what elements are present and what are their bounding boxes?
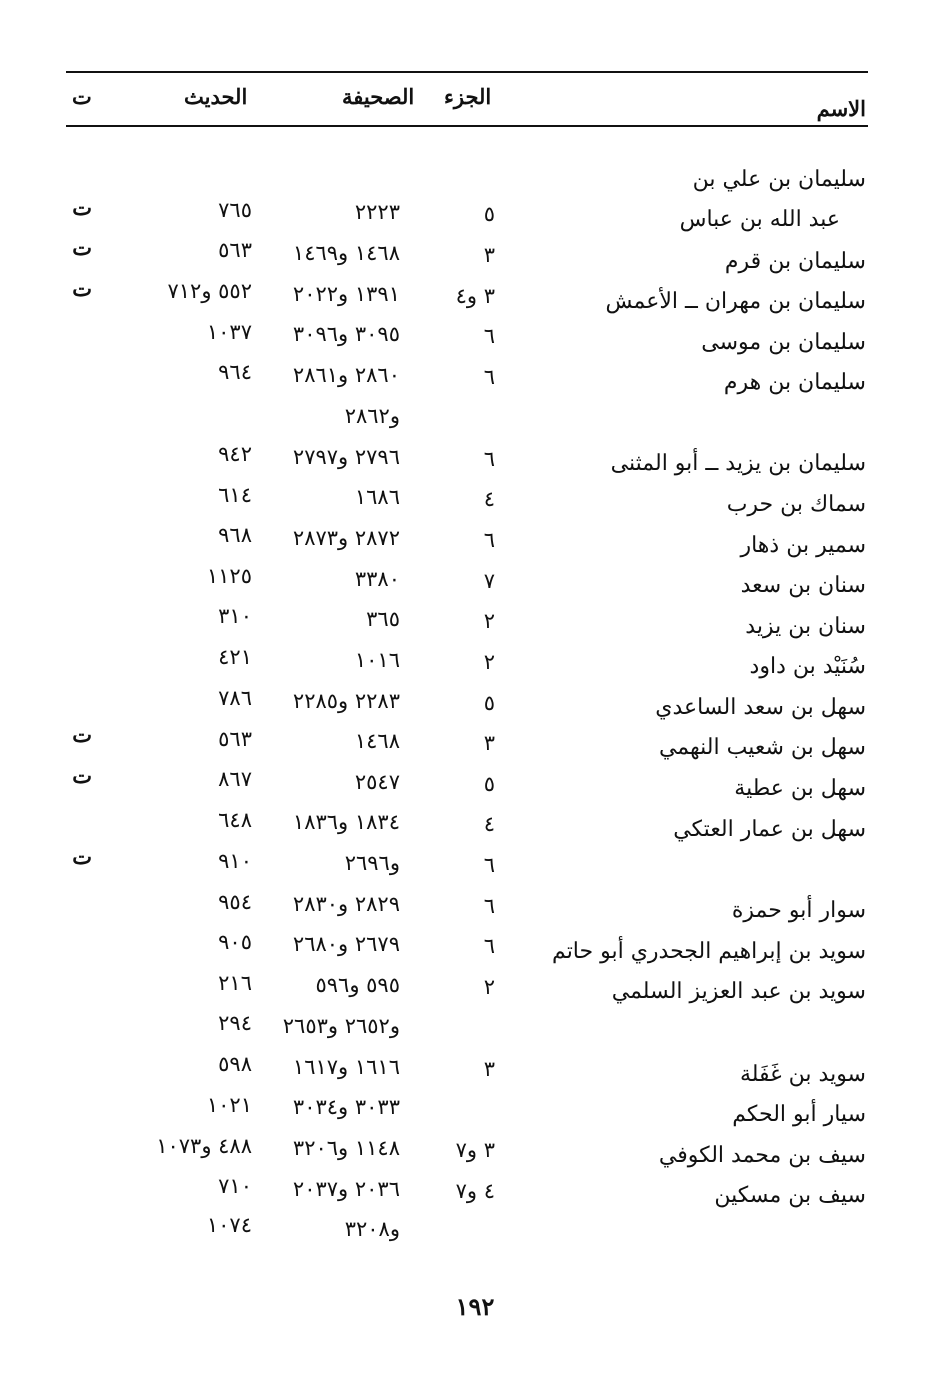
row-volume: ٤ bbox=[483, 487, 495, 511]
row-name: سويد بن غَفَلة bbox=[739, 1062, 866, 1087]
row-page: ٣٠٩٥ و٣٠٩٦ bbox=[292, 322, 400, 346]
row-volume: ٦ bbox=[483, 853, 495, 877]
row-volume: ٣ و٧ bbox=[455, 1138, 495, 1162]
row-name: سليمان بن يزيد ــ أبو المثنى bbox=[610, 451, 866, 476]
row-hadith: ١١٢٥ bbox=[206, 564, 252, 588]
row-hadith: ٣١٠ bbox=[218, 604, 252, 628]
row-name: عبد الله بن عباس bbox=[679, 207, 840, 232]
row-name: سهل بن عطية bbox=[734, 776, 866, 801]
row-hadith: ٧٨٦ bbox=[218, 686, 252, 710]
row-hadith: ٧١٠ bbox=[218, 1174, 252, 1198]
row-t: ت bbox=[72, 763, 92, 788]
row-name: سليمان بن علي بن bbox=[692, 167, 866, 192]
row-page: ٢٢٢٣ bbox=[354, 200, 400, 224]
row-volume: ٦ bbox=[483, 894, 495, 918]
header-rule bbox=[66, 125, 868, 127]
row-hadith: ١٠٢١ bbox=[206, 1093, 252, 1117]
row-volume: ٣ bbox=[483, 243, 495, 267]
row-hadith: ٩٠٥ bbox=[218, 930, 252, 954]
row-volume: ٦ bbox=[483, 934, 495, 958]
row-page: ٢٦٧٩ و٢٦٨٠ bbox=[292, 932, 400, 956]
row-page: و٣٢٠٨ bbox=[344, 1217, 400, 1241]
row-hadith: ٦٤٨ bbox=[218, 808, 252, 832]
row-page: ٣٠٣٣ و٣٠٣٤ bbox=[292, 1095, 400, 1119]
row-volume: ٧ bbox=[483, 569, 495, 593]
row-volume: ٣ bbox=[483, 731, 495, 755]
row-t: ت bbox=[72, 235, 92, 260]
row-hadith: ٥٦٣ bbox=[218, 727, 252, 751]
row-volume: ٥ bbox=[483, 691, 495, 715]
row-name: سهل بن سعد الساعدي bbox=[655, 695, 866, 720]
row-volume: ٣ bbox=[483, 1057, 495, 1081]
row-volume: ٥ bbox=[483, 772, 495, 796]
row-volume: ٦ bbox=[483, 324, 495, 348]
row-hadith: ٧٦٥ bbox=[218, 198, 252, 222]
row-volume: ٥ bbox=[483, 202, 495, 226]
row-hadith: ٢٩٤ bbox=[218, 1011, 252, 1035]
row-page: ٥٩٥ و٥٩٦ bbox=[315, 973, 400, 997]
row-page: ٣٦٥ bbox=[366, 607, 400, 631]
row-name: سنان بن سعد bbox=[740, 573, 866, 598]
row-volume: ٢ bbox=[483, 650, 495, 674]
row-t: ت bbox=[72, 844, 92, 869]
column-header-hadith: الحديث bbox=[184, 84, 248, 109]
row-page: ١٠١٦ bbox=[354, 648, 400, 672]
row-page: ١١٤٨ و٣٢٠٦ bbox=[292, 1136, 400, 1160]
row-volume: ٤ و٧ bbox=[455, 1179, 495, 1203]
row-hadith: ٨٦٧ bbox=[218, 767, 252, 791]
row-name: سمير بن ذهار bbox=[740, 533, 866, 558]
row-hadith: ٩٦٨ bbox=[218, 523, 252, 547]
row-hadith: ٩٥٤ bbox=[218, 890, 252, 914]
row-name: سيف بن محمد الكوفي bbox=[658, 1143, 866, 1168]
row-page: ١٤٦٨ bbox=[354, 729, 400, 753]
row-hadith: ٤٨٨ و١٠٧٣ bbox=[156, 1134, 252, 1158]
row-page: ٢٨٧٢ و٢٨٧٣ bbox=[292, 526, 400, 550]
row-name: سويد بن عبد العزيز السلمي bbox=[611, 979, 866, 1004]
top-rule bbox=[66, 71, 868, 73]
row-volume: ٣ و٤ bbox=[455, 284, 495, 308]
row-name: سُنَيْد بن داود bbox=[749, 654, 866, 679]
column-header-name: الاسم bbox=[816, 96, 866, 121]
column-header-volume: الجزء bbox=[444, 84, 492, 109]
row-name: سيار أبو الحكم bbox=[732, 1102, 866, 1127]
row-page: ٢٥٤٧ bbox=[354, 770, 400, 794]
row-t: ت bbox=[72, 276, 92, 301]
row-page: و٢٨٦٢ bbox=[344, 404, 400, 428]
row-volume: ٢ bbox=[483, 609, 495, 633]
row-page: و٢٦٥٢ و٢٦٥٣ bbox=[282, 1014, 400, 1038]
row-hadith: ٩٤٢ bbox=[218, 442, 252, 466]
row-volume: ٤ bbox=[483, 812, 495, 836]
row-page: ٣٣٨٠ bbox=[354, 567, 400, 591]
row-name: سليمان بن مهران ــ الأعمش bbox=[605, 289, 866, 314]
row-name: سهل بن شعيب النهمي bbox=[658, 735, 866, 760]
row-page: ١٨٣٤ و١٨٣٦ bbox=[292, 810, 400, 834]
row-page: ١٤٦٨ و١٤٦٩ bbox=[292, 241, 400, 265]
row-hadith: ٢١٦ bbox=[218, 971, 252, 995]
row-page: ٢٨٦٠ و٢٨٦١ bbox=[292, 363, 400, 387]
row-name: سليمان بن قرم bbox=[724, 249, 866, 274]
row-page: ٢٠٣٦ و٢٠٣٧ bbox=[292, 1177, 400, 1201]
row-page: و٢٦٩٦ bbox=[344, 851, 400, 875]
row-page: ١٣٩١ و٢٠٢٢ bbox=[292, 282, 400, 306]
row-hadith: ٩٦٤ bbox=[218, 360, 252, 384]
row-hadith: ٥٥٢ و٧١٢ bbox=[167, 279, 252, 303]
row-name: سليمان بن موسى bbox=[701, 330, 866, 355]
row-page: ١٦٨٦ bbox=[354, 485, 400, 509]
row-hadith: ٩١٠ bbox=[218, 849, 252, 873]
column-header-page: الصحيفة bbox=[342, 84, 415, 109]
row-page: ١٦١٦ و١٦١٧ bbox=[292, 1055, 400, 1079]
row-name: سيف بن مسكين bbox=[714, 1183, 866, 1208]
row-hadith: ١٠٧٤ bbox=[206, 1213, 252, 1237]
row-t: ت bbox=[72, 722, 92, 747]
row-name: سنان بن يزيد bbox=[745, 614, 866, 639]
row-hadith: ٦١٤ bbox=[218, 483, 252, 507]
row-name: سهل بن عمار العتكي bbox=[673, 817, 866, 842]
row-name: سويد بن إبراهيم الجحدري أبو حاتم bbox=[552, 939, 866, 964]
row-hadith: ١٠٣٧ bbox=[206, 320, 252, 344]
row-page: ٢٧٩٦ و٢٧٩٧ bbox=[292, 445, 400, 469]
row-hadith: ٥٩٨ bbox=[218, 1052, 252, 1076]
column-header-t: ت bbox=[72, 84, 92, 109]
row-volume: ٢ bbox=[483, 975, 495, 999]
row-page: ٢٢٨٣ و٢٢٨٥ bbox=[292, 689, 400, 713]
row-name: سليمان بن هرم bbox=[723, 370, 866, 395]
row-volume: ٦ bbox=[483, 447, 495, 471]
row-name: سوار أبو حمزة bbox=[731, 898, 866, 923]
row-hadith: ٥٦٣ bbox=[218, 238, 252, 262]
row-page: ٢٨٢٩ و٢٨٣٠ bbox=[292, 892, 400, 916]
page-number: ١٩٢ bbox=[455, 1292, 495, 1321]
row-t: ت bbox=[72, 195, 92, 220]
row-volume: ٦ bbox=[483, 365, 495, 389]
row-name: سماك بن حرب bbox=[726, 492, 866, 517]
row-hadith: ٤٢١ bbox=[218, 645, 252, 669]
row-volume: ٦ bbox=[483, 528, 495, 552]
